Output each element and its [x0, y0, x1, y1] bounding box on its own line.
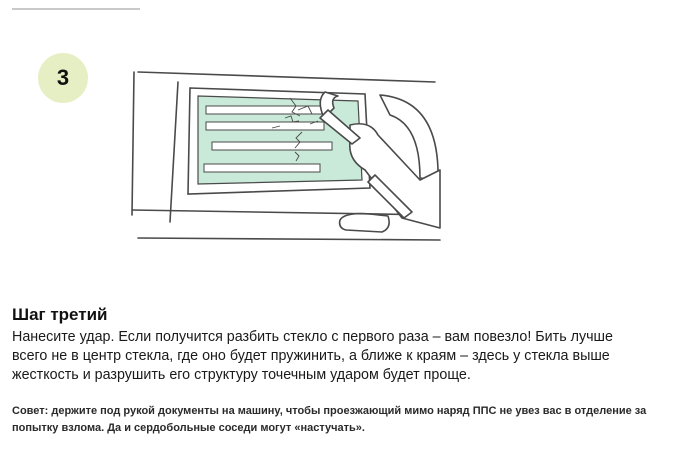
body-bottom-line: [138, 238, 440, 240]
step-number-badge: [38, 53, 88, 103]
step-number: 3: [56, 65, 70, 90]
pillar-line: [170, 82, 178, 222]
car-roof-line: [138, 72, 435, 82]
body-lower-line: [132, 210, 438, 215]
step-title: Шаг третий: [12, 305, 108, 324]
door-handle: [340, 214, 390, 232]
tip-note: Совет: держите под рукой документы на машину, чтобы проезжающий мимо наряд ППС не увез вас в отделение за попытку взлома. Да и сердобольные соседи могут «настучать».: [12, 405, 647, 434]
step-description: Нанесите удар. Если получится разбить стекло с первого раза – вам повезло! Бить лучше всего не в центр стекла, где оно будет пружинить, а ближе к краям – здесь у стекла выше жесткость и разрушить его структуру точечным ударом будет проще.: [12, 329, 613, 383]
window-glass: [188, 88, 370, 194]
door-frame: [132, 72, 134, 215]
top-divider: [12, 8, 140, 10]
car-window-illustration: [120, 60, 450, 270]
